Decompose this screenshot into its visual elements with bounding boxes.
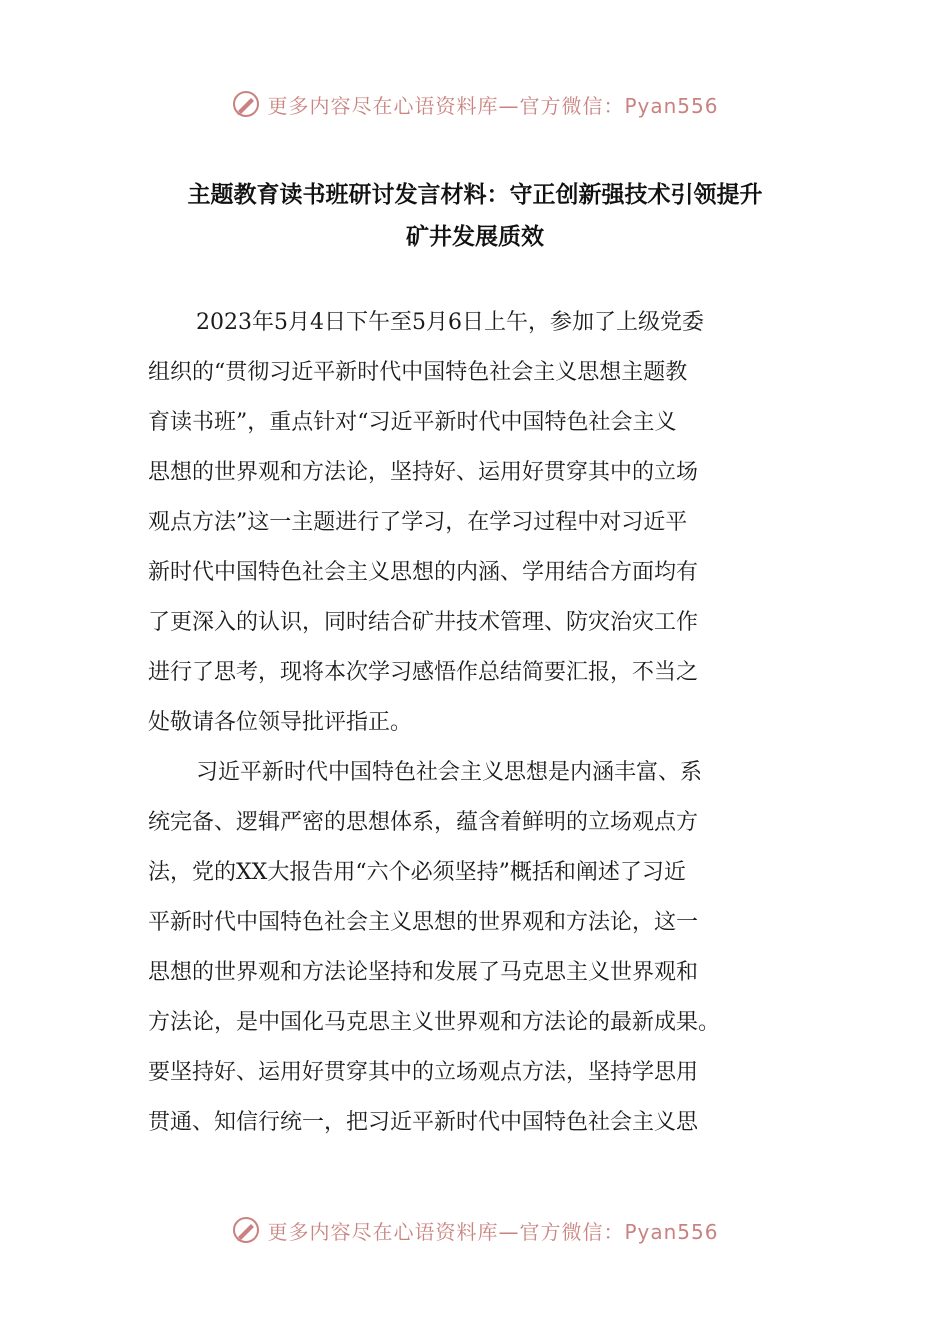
text-line: 贯通、知信行统一，把习近平新时代中国特色社会主义思 [148, 1110, 699, 1135]
text-line: 要坚持好、运用好贯穿其中的立场观点方法，坚持学思用 [148, 1060, 699, 1085]
paragraph-2 [148, 748, 808, 1148]
text-line: 思想的世界观和方法论坚持和发展了马克思主义世界观和 [148, 960, 699, 985]
text-line: 处敬请各位领导批评指正。 [148, 710, 413, 735]
header-banner [0, 84, 950, 124]
banner-text: 更多内容尽在心语资料库—官方微信：Pyan556 [267, 93, 719, 118]
text-line: 统完备、逻辑严密的思想体系，蕴含着鲜明的立场观点方 [148, 810, 699, 835]
text-line: 法，党的XX大报告用“六个必须坚持”概括和阐述了习近 [148, 860, 686, 885]
banner-text: 更多内容尽在心语资料库—官方微信：Pyan556 [267, 1219, 719, 1244]
text-line: 育读书班”，重点针对“习近平新时代中国特色社会主义 [148, 410, 677, 435]
text-line: 平新时代中国特色社会主义思想的世界观和方法论，这一 [148, 910, 699, 935]
text-line: 组织的“贯彻习近平新时代中国特色社会主义思想主题教 [148, 360, 688, 385]
title-line: 矿井发展质效 [406, 224, 544, 250]
footer-banner [0, 1210, 950, 1250]
text-line: 观点方法”这一主题进行了学习，在学习过程中对习近平 [148, 510, 688, 535]
pen-logo-icon [231, 1215, 261, 1245]
text-line: 方法论，是中国化马克思主义世界观和方法论的最新成果。 [148, 1010, 721, 1035]
text-line: 2023年5月4日下午至5月6日上午，参加了上级党委 [196, 310, 704, 335]
pen-logo-icon [231, 89, 261, 119]
title-line: 主题教育读书班研讨发言材料：守正创新强技术引领提升 [187, 182, 763, 208]
paragraph-1 [148, 298, 808, 748]
text-line: 新时代中国特色社会主义思想的内涵、学用结合方面均有 [148, 560, 699, 585]
text-line: 习近平新时代中国特色社会主义思想是内涵丰富、系 [196, 760, 703, 785]
text-line: 了更深入的认识，同时结合矿井技术管理、防灾治灾工作 [148, 610, 699, 635]
text-line: 思想的世界观和方法论，坚持好、运用好贯穿其中的立场 [148, 460, 699, 485]
document-title [140, 174, 810, 258]
document-body [148, 298, 808, 1148]
text-line: 进行了思考，现将本次学习感悟作总结简要汇报，不当之 [148, 660, 699, 685]
